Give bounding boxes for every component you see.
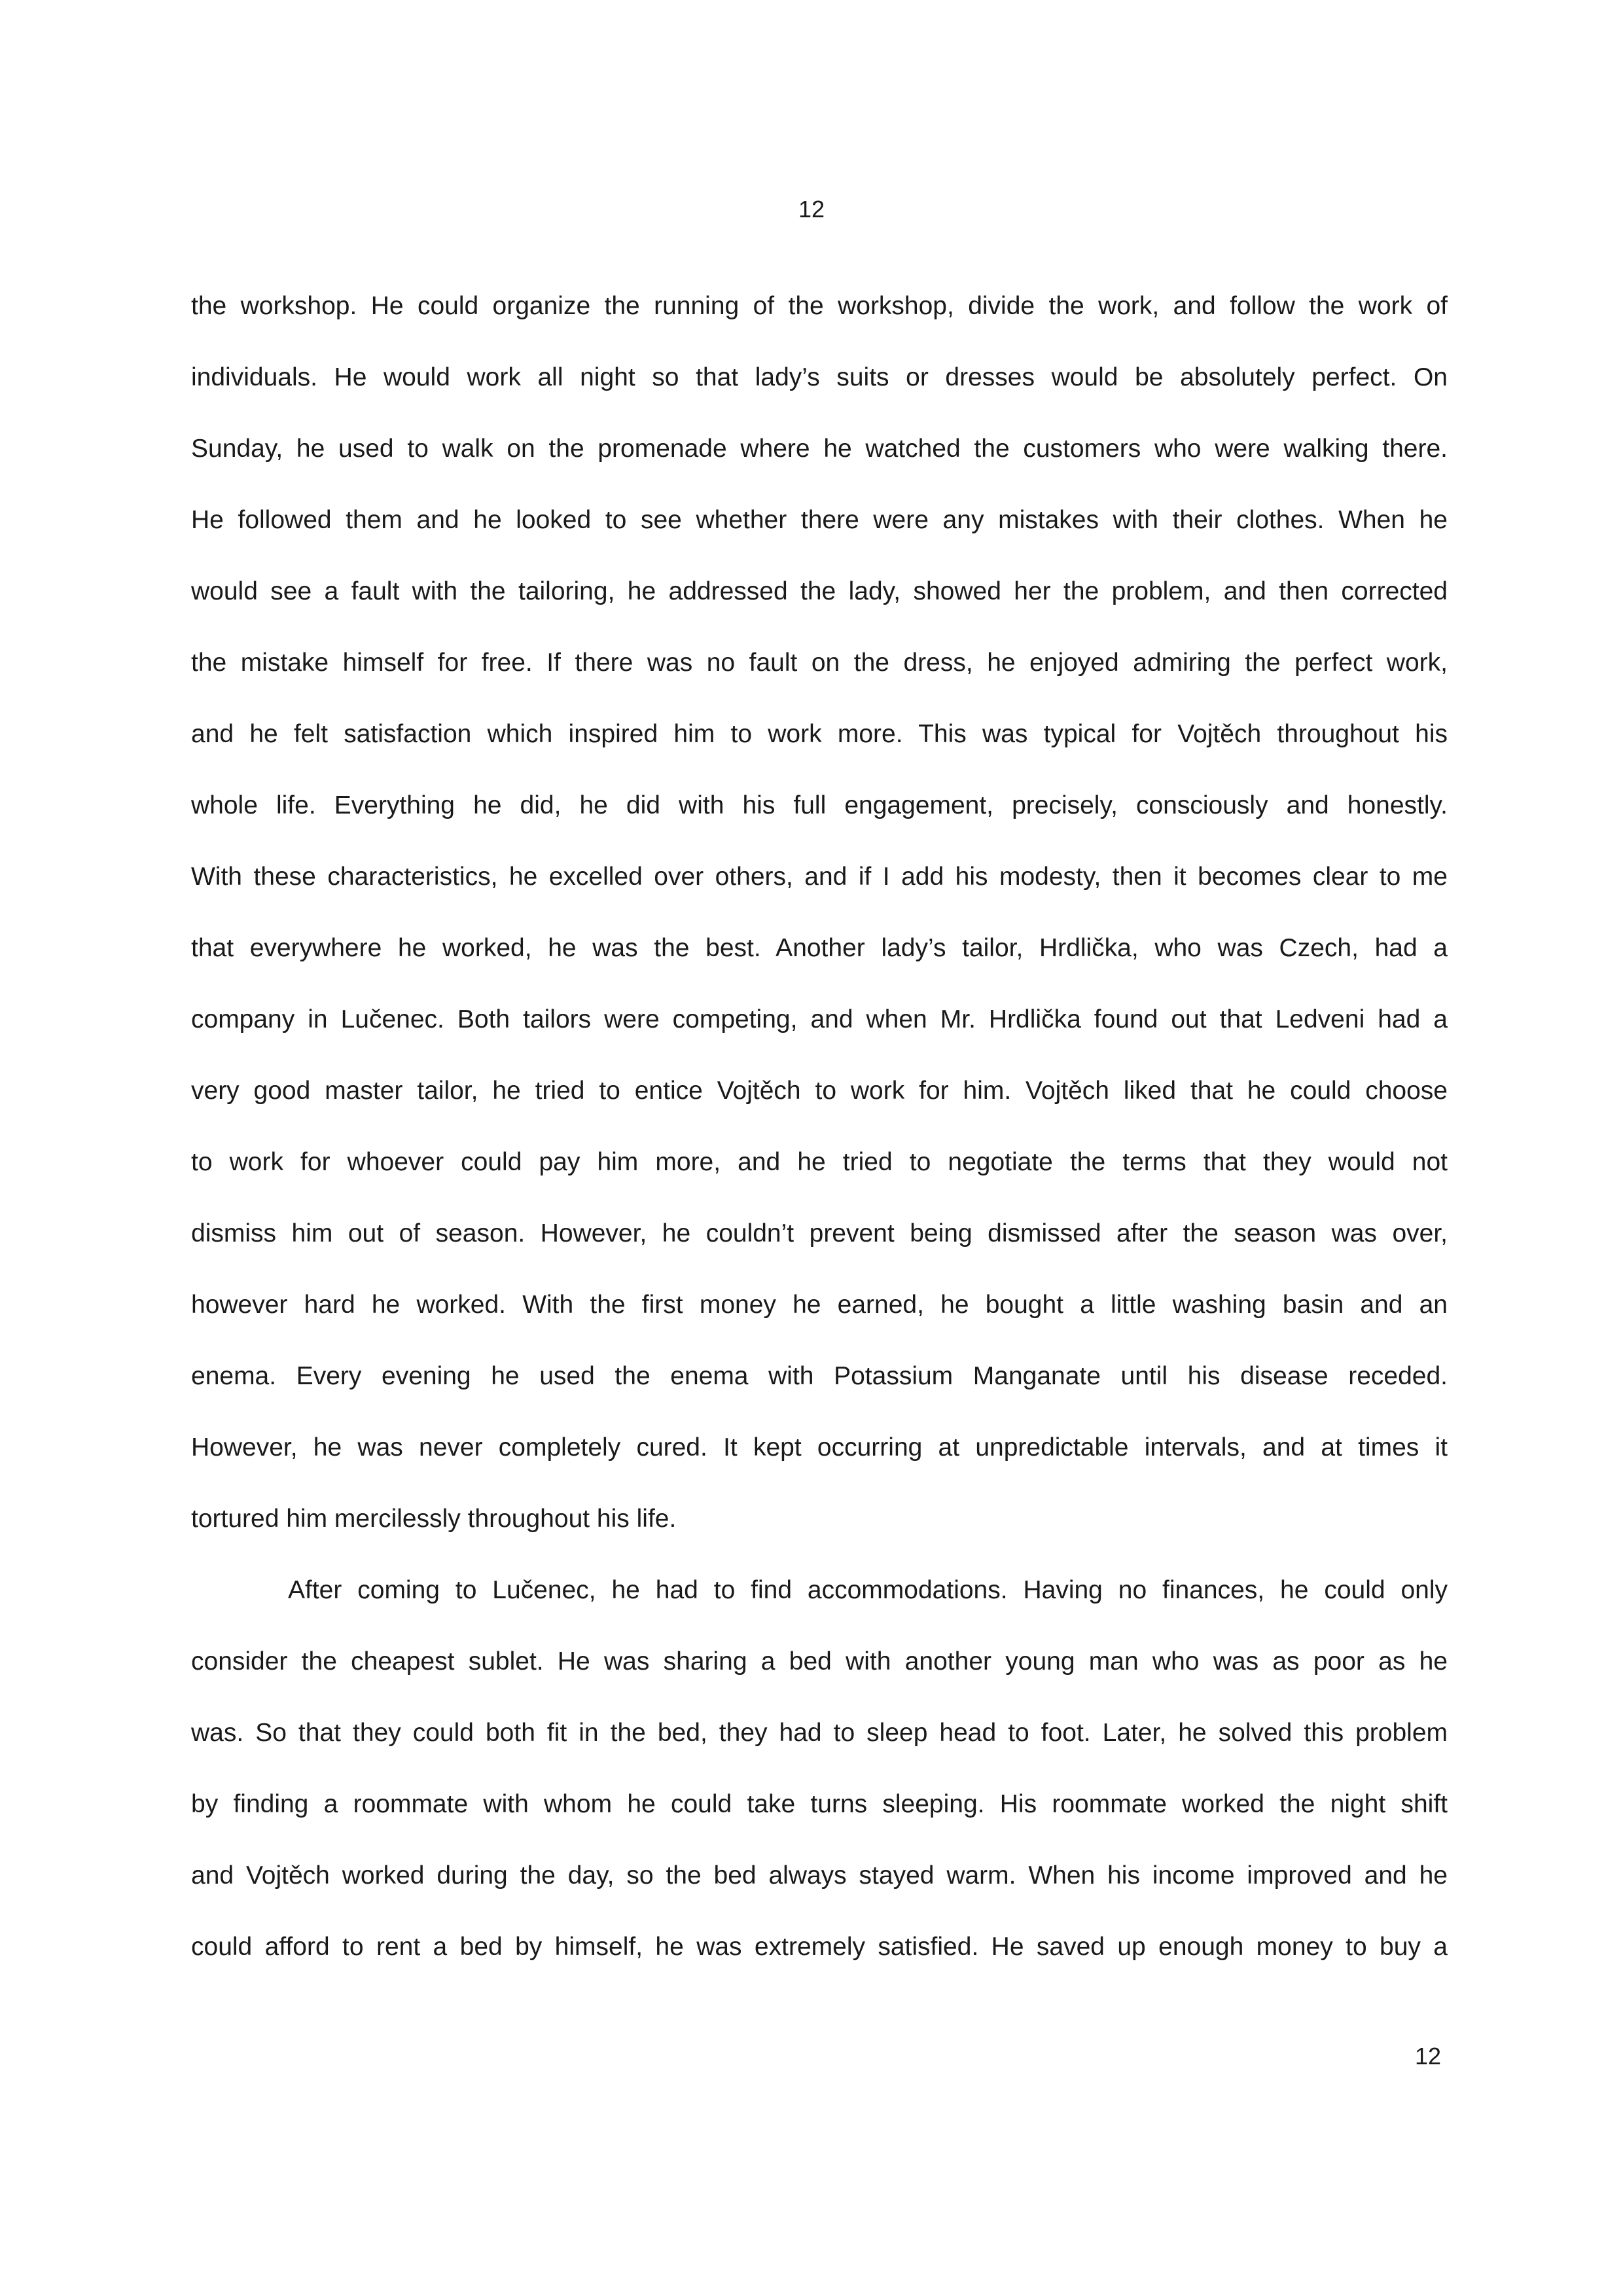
text-line: and he felt satisfaction which inspired him to work more. This was typical for Vojtěch throughout his <box>191 720 1448 748</box>
text-line: With these characteristics, he excelled over others, and if I add his modesty, then it becomes clear to me <box>191 863 1448 891</box>
text-line: by finding a roommate with whom he could take turns sleeping. His roommate worked the night shift <box>191 1790 1448 1818</box>
body-text <box>191 287 1448 1999</box>
text-line: individuals. He would work all night so that lady’s suits or dresses would be absolutely perfect. On <box>191 363 1448 391</box>
text-line: company in Lučenec. Both tailors were competing, and when Mr. Hrdlička found out that Ledveni had a <box>191 1005 1448 1033</box>
text-line: tortured him mercilessly throughout his life. <box>191 1505 677 1533</box>
text-line: whole life. Everything he did, he did with his full engagement, precisely, consciously and honestly. <box>191 791 1448 819</box>
text-line: After coming to Lučenec, he had to find accommodations. Having no finances, he could only <box>288 1576 1448 1604</box>
text-line: the workshop. He could organize the running of the workshop, divide the work, and follow the work of <box>191 292 1448 320</box>
paragraph <box>191 287 1448 1571</box>
text-line: was. So that they could both fit in the bed, they had to sleep head to foot. Later, he solved this problem <box>191 1719 1448 1747</box>
paragraph <box>191 1571 1448 1999</box>
text-line: would see a fault with the tailoring, he addressed the lady, showed her the problem, and then corrected <box>191 577 1448 605</box>
text-line: He followed them and he looked to see whether there were any mistakes with their clothes. When he <box>191 506 1448 534</box>
text-line: and Vojtěch worked during the day, so the bed always stayed warm. When his income improved and he <box>191 1861 1448 1890</box>
footer-page-number: 12 <box>1414 2043 1441 2070</box>
header-page-number: 12 <box>798 196 825 223</box>
text-line: very good master tailor, he tried to entice Vojtěch to work for him. Vojtěch liked that he could choose <box>191 1077 1448 1105</box>
text-line: to work for whoever could pay him more, and he tried to negotiate the terms that they would not <box>191 1148 1448 1176</box>
text-line: However, he was never completely cured. It kept occurring at unpredictable intervals, and at times it <box>191 1433 1448 1462</box>
text-line: however hard he worked. With the first money he earned, he bought a little washing basin and an <box>191 1291 1448 1319</box>
text-line: that everywhere he worked, he was the best. Another lady’s tailor, Hrdlička, who was Czech, had a <box>191 934 1448 962</box>
text-line: Sunday, he used to walk on the promenade where he watched the customers who were walking there. <box>191 435 1448 463</box>
text-line: the mistake himself for free. If there was no fault on the dress, he enjoyed admiring the perfect work, <box>191 649 1448 677</box>
text-line: dismiss him out of season. However, he couldn’t prevent being dismissed after the season was over, <box>191 1219 1448 1247</box>
text-line: consider the cheapest sublet. He was sharing a bed with another young man who was as poor as he <box>191 1647 1448 1676</box>
text-line: enema. Every evening he used the enema with Potassium Manganate until his disease receded. <box>191 1362 1448 1390</box>
text-line: could afford to rent a bed by himself, he was extremely satisfied. He saved up enough money to buy a <box>191 1933 1448 1961</box>
